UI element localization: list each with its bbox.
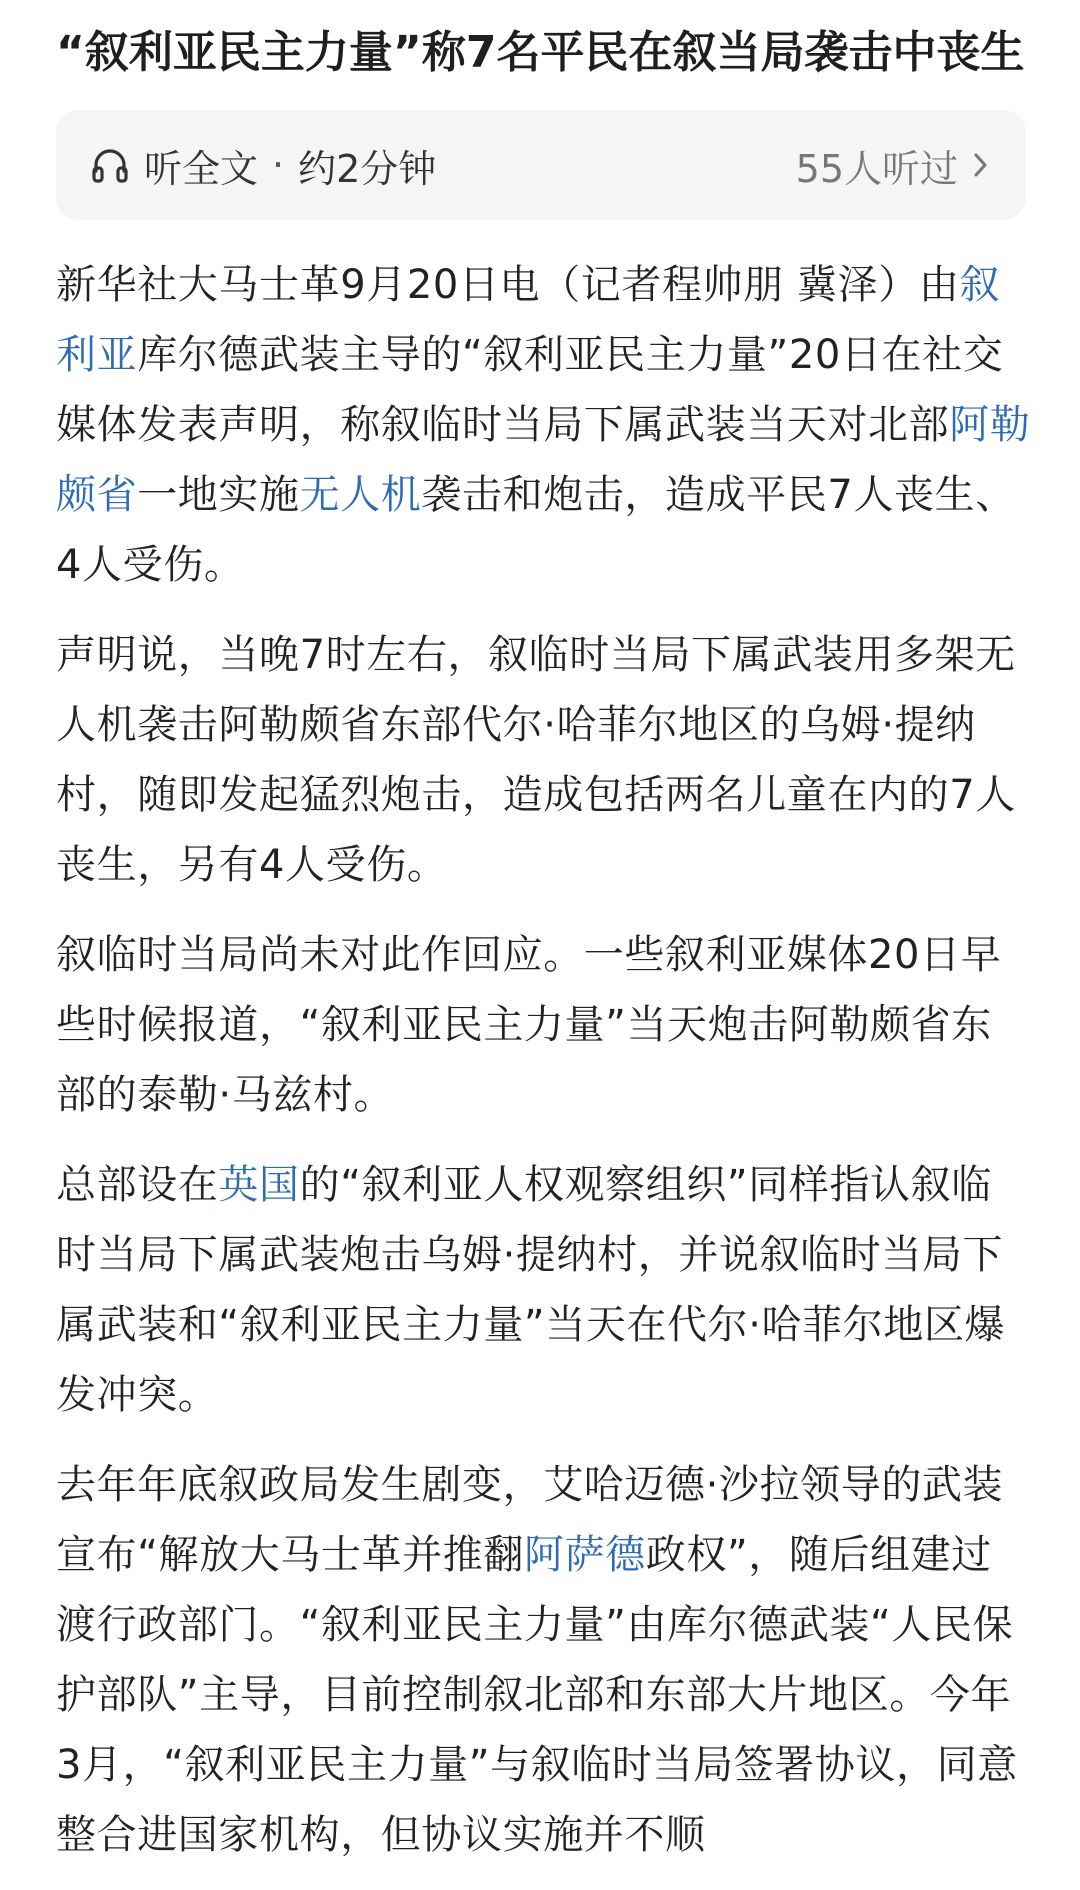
paragraph-5-text-2: 政权”，随后组建过渡行政部门。“叙利亚民主力量”由库尔德武装“人民保护部队”主导，目前控制叙北部和东部大片地区。今年3月，“叙利亚民主力量”与叙临时当局签署协议，同意整合进国家机构，但协议实施并不顺 — [56, 1532, 1018, 1858]
paragraph-1-text-1: 新华社大马士革9月20日电（记者程帅朋 冀泽）由 — [56, 262, 960, 308]
link-aleppo-province[interactable]: 阿勒颇省 — [56, 402, 1031, 518]
chevron-right-icon — [970, 148, 992, 182]
listen-separator: · — [272, 143, 285, 187]
paragraph-4-text-1: 总部设在 — [56, 1162, 219, 1208]
link-syria[interactable]: 叙利亚 — [56, 262, 1001, 378]
paragraph-5 — [56, 1450, 1031, 1870]
listen-count-group[interactable] — [796, 138, 992, 193]
paragraph-1 — [56, 250, 1031, 600]
listen-duration: 约2分钟 — [298, 146, 437, 191]
paragraph-5-text-1: 去年年底叙政局发生剧变，艾哈迈德·沙拉领导的武装宣布“解放大马士革并推翻 — [56, 1462, 1004, 1578]
link-drone[interactable]: 无人机 — [299, 472, 422, 518]
paragraph-1-text-2: 库尔德武装主导的“叙利亚民主力量”20日在社交媒体发表声明，称叙临时当局下属武装当天对北部 — [56, 332, 1004, 448]
link-assad[interactable]: 阿萨德 — [523, 1532, 646, 1578]
listener-count: 55人听过 — [795, 146, 958, 191]
paragraph-4-text-2: 的“叙利亚人权观察组织”同样指认叙临时当局下属武装炮击乌姆·提纳村，并说叙临时当局下属武装和“叙利亚民主力量”当天在代尔·哈菲尔地区爆发冲突。 — [56, 1162, 1006, 1418]
paragraph-1-text-3: 一地实施 — [137, 472, 300, 518]
article-body — [56, 250, 1031, 1890]
listen-full-text-bar[interactable] — [56, 110, 1026, 220]
listen-left-group — [88, 138, 436, 193]
paragraph-3: 叙临时当局尚未对此作回应。一些叙利亚媒体20日早些时候报道，“叙利亚民主力量”当天炮击阿勒颇省东部的泰勒·马兹村。 — [56, 932, 1002, 1118]
listen-label: 听全文 — [144, 146, 259, 191]
link-uk[interactable]: 英国 — [218, 1162, 300, 1208]
headphone-icon — [88, 143, 132, 187]
article-headline: “叙利亚民主力量”称7名平民在叙当局袭击中丧生 — [56, 27, 1025, 78]
paragraph-4 — [56, 1150, 1031, 1430]
paragraph-2: 声明说，当晚7时左右，叙临时当局下属武装用多架无人机袭击阿勒颇省东部代尔·哈菲尔地区的乌姆·提纳村，随即发起猛烈炮击，造成包括两名儿童在内的7人丧生，另有4人受伤。 — [56, 632, 1016, 888]
paragraph-1-text-4: 袭击和炮击，造成平民7人丧生、4人受伤。 — [56, 472, 1016, 588]
